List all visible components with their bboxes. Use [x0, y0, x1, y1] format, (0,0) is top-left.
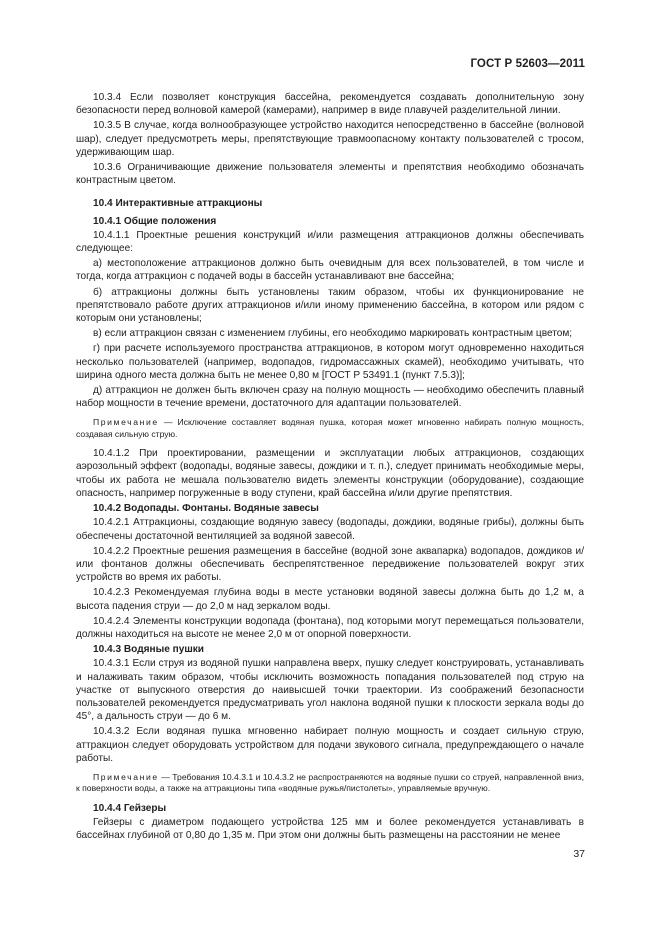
- subsection-heading-10-4-4: 10.4.4 Гейзеры: [93, 802, 167, 814]
- paragraph-10-4-3-2: 10.4.3.2 Если водяная пушка мгновенно набирает полную мощность и создает сильную струю, аттракцион следует оборудовать устройством для подачи звукового сигнала, предупреждающего о начале работы.: [76, 726, 584, 764]
- list-item-b: б) аттракционы должны быть установлены таким образом, чтобы их функционирование не препятствовало работе других аттракционов и/или иному применению бассейна, в котором или рядом с которым они установлены;: [76, 286, 584, 325]
- paragraph-10-4-3-1: 10.4.3.1 Если струя из водяной пушки направлена вверх, пушку следует конструировать, устанавливать и налаживать таким образом, чтобы исключить возможность попадания пользователей под струю на участке от выпускного отверстия до наивысшей точки траектории. Из соображений безопасности пользователей рекомендуется предусматривать угол наклона водяной пушки к плоскости зеркала воды до 45°, а дальность струи — до 6 м.: [76, 658, 584, 723]
- list-item-d: г) при расчете используемого пространства аттракционов, в котором могут одновременно находиться несколько пользователей (например, водопадов, гидромассажных скамей), необходимо учитывать, что ширина одного места должна быть не менее 0,80 м [ГОСТ Р 53491.1 (пункт 7.5.3)];: [76, 343, 584, 381]
- note-1: [76, 417, 584, 440]
- section-heading-10-4: 10.4 Интерактивные аттракционы: [93, 198, 263, 210]
- list-item-a: а) местоположение аттракционов должно быть очевидным для всех пользователей, в том числе и тогда, когда аттракцион с подачей воды в бассейн устанавливают вне бассейна;: [76, 258, 584, 283]
- note-label: Примечание: [93, 417, 159, 428]
- page-number: 37: [573, 848, 585, 860]
- paragraph-10-4-1-2: 10.4.1.2 При проектировании, размещении и эксплуатации любых аттракционов, создающих аэрозольный эффект (водопады, водяные завесы, дождики и т. п.), следует принимать необходимые меры, чтобы их работа не мешала пользователю видеть элементы конструкции (оборудование), создающие опасность, например погруженные в воду ступени, край бассейна и/или другие препятствия.: [76, 448, 584, 499]
- paragraph-10-4-2-4: 10.4.2.4 Элементы конструкции водопада (фонтана), под которыми могут перемещаться пользователи, должны находиться на высоте не менее 2,0 м от опорной поверхности.: [76, 615, 584, 640]
- note-2: [76, 772, 584, 795]
- paragraph-10-4-2-3: 10.4.2.3 Рекомендуемая глубина воды в месте установки водяной завесы должна быть до 1,2 м, а высота падения струи — до 2,0 м над зеркалом воды.: [76, 587, 584, 612]
- note-text: — Исключение составляет водяная пушка, которая может мгновенно набирать полную мощность, создавая сильную струю.: [76, 417, 584, 439]
- paragraph-10-3-6: 10.3.6 Ограничивающие движение пользователя элементы и препятствия необходимо обозначать контрастным цветом.: [76, 162, 584, 187]
- paragraph-10-4-2-1: 10.4.2.1 Аттракционы, создающие водяную завесу (водопады, дождики, водяные грибы), должны быть обеспечены достаточной вентиляцией за водяной завесой.: [76, 517, 584, 542]
- subsection-heading-10-4-3: 10.4.3 Водяные пушки: [93, 644, 205, 656]
- paragraph-10-3-5: 10.3.5 В случае, когда волнообразующее устройство находится непосредственно в бассейне (волновой шар), следует предусмотреть меры, препятствующие травмоопасному контакту пользователей с тросом, удерживающим шар.: [76, 120, 584, 158]
- list-item-e: д) аттракцион не должен быть включен сразу на полную мощность — необходимо обеспечить плавный набор мощности в течение времени, достаточного для адаптации пользователей.: [76, 385, 584, 410]
- paragraph-10-4-4: Гейзеры с диаметром подающего устройства 125 мм и более рекомендуется устанавливать в бассейнах глубиной от 0,80 до 1,35 м. При этом они должны быть размещены на расстоянии не менее: [76, 816, 584, 842]
- paragraph-10-4-1-1: 10.4.1.1 Проектные решения конструкций и/или размещения аттракционов должны обеспечивать следующее:: [76, 229, 584, 255]
- list-item-c: в) если аттракцион связан с изменением глубины, его необходимо маркировать контрастным цветом;: [93, 328, 573, 340]
- note-label: Примечание: [93, 771, 159, 782]
- subsection-heading-10-4-1: 10.4.1 Общие положения: [93, 215, 217, 227]
- document-body: [76, 91, 584, 844]
- standard-header: ГОСТ Р 52603—2011: [470, 58, 585, 70]
- note-text: — Требования 10.4.3.1 и 10.4.3.2 не распространяются на водяные пушки со струей, направленной вниз, к поверхности воды, а также на аттракционы типа «водяные ружья/пистолеты», управляемые вручную.: [76, 771, 584, 794]
- paragraph-10-4-2-2: 10.4.2.2 Проектные решения размещения в бассейне (водной зоне аквапарка) водопадов, дождиков и/или фонтанов должны обеспечивать беспрепятственное передвижение пользователей вокруг этих устройств во время их работы.: [76, 545, 584, 584]
- subsection-heading-10-4-2: 10.4.2 Водопады. Фонтаны. Водяные завесы: [93, 503, 319, 515]
- paragraph-10-3-4: 10.3.4 Если позволяет конструкция бассейна, рекомендуется создавать дополнительную зону безопасности перед волновой камерой (камерами), например в виде плавучей разделительной линии.: [76, 92, 584, 117]
